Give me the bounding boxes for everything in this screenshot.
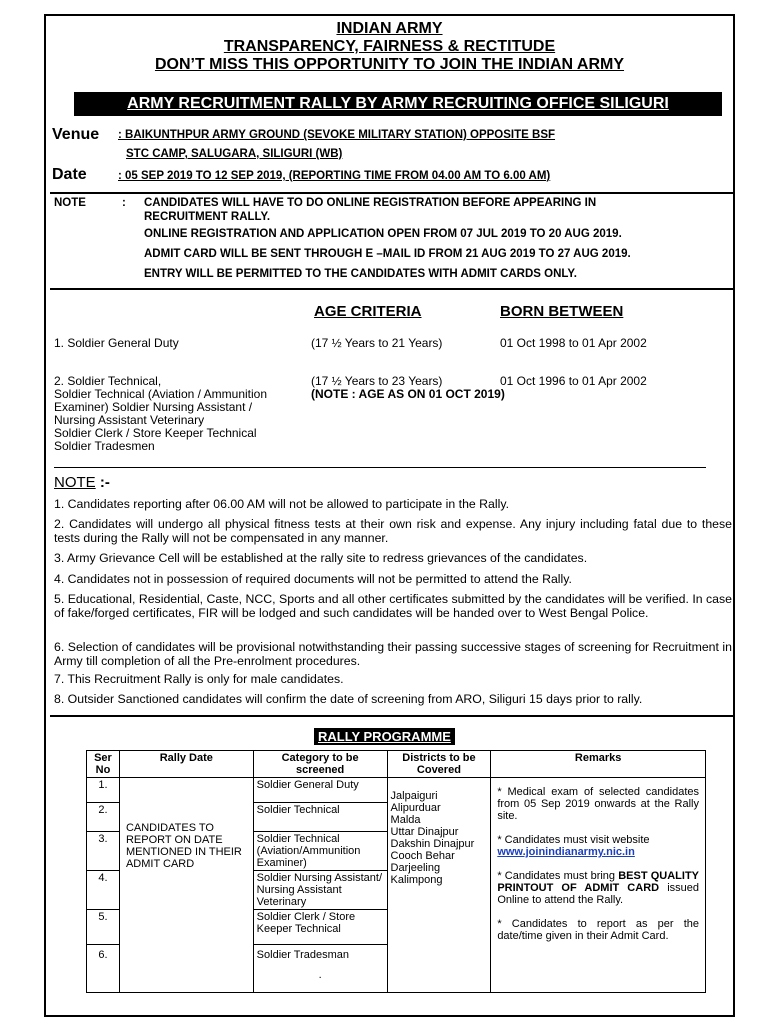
criteria-category: 2. Soldier Technical, [54, 374, 162, 388]
note-line: ONLINE REGISTRATION AND APPLICATION OPEN FROM 07 JUL 2019 TO 20 AUG 2019. [144, 228, 622, 240]
criteria-category: Soldier Technical (Aviation / Ammunition [54, 387, 267, 401]
criteria-category: Nursing Assistant Veterinary [54, 413, 205, 427]
born-between-heading: BORN BETWEEN [500, 303, 624, 320]
remarks-cell [491, 778, 706, 993]
criteria-category: Soldier Tradesmen [54, 439, 155, 453]
criteria-category: 1. Soldier General Duty [54, 336, 179, 350]
note-colon: : [122, 197, 126, 209]
row-category: Soldier Technical [253, 803, 387, 832]
districts-cell [387, 778, 491, 993]
note-line: ENTRY WILL BE PERMITTED TO THE CANDIDATES WITH ADMIT CARDS ONLY. [144, 268, 577, 280]
venue-line-1: : BAIKUNTHPUR ARMY GROUND (SEVOKE MILITARY STATION) OPPOSITE BSF [118, 129, 556, 141]
venue-label: Venue [52, 126, 100, 143]
district: Jalpaiguri [390, 790, 438, 802]
district: Cooch Behar [390, 850, 455, 862]
notice-page [44, 14, 735, 1017]
district: Dakshin Dinajpur [390, 838, 475, 850]
remark-medical: * Medical exam of selected candidates from 05 Sep 2019 onwards at the Rally site. [497, 786, 699, 822]
divider [50, 192, 735, 194]
row-category: Soldier Clerk / Store Keeper Technical [253, 910, 387, 945]
rally-date-cell: CANDIDATES TO REPORT ON DATE MENTIONED IN THEIR ADMIT CARD [119, 778, 253, 993]
header-tagline: DON’T MISS THIS OPPORTUNITY TO JOIN THE INDIAN ARMY [154, 56, 625, 73]
date-value: : 05 SEP 2019 TO 12 SEP 2019, (REPORTING TIME FROM 04.00 AM TO 6.00 AM) [118, 170, 551, 182]
remark-admit-card: * Candidates must bring BEST QUALITY PRINTOUT OF ADMIT CARD issued Online to attend the Rally. [497, 870, 699, 906]
district: Alipurduar [390, 802, 441, 814]
divider [50, 715, 735, 717]
rally-banner: ARMY RECRUITMENT RALLY BY ARMY RECRUITING OFFICE SILIGURI [74, 92, 722, 116]
criteria-born: 01 Oct 1996 to 01 Apr 2002 [500, 374, 647, 388]
row-ser: 1. [87, 778, 120, 803]
note-label: NOTE [54, 197, 86, 209]
header-rally-date: Rally Date [119, 751, 253, 778]
district: Uttar Dinajpur [390, 826, 459, 838]
rally-programme-table [86, 750, 706, 993]
header-title: INDIAN ARMY [336, 20, 443, 37]
header-districts: Districts to be Covered [387, 751, 491, 778]
note-item: 6. Selection of candidates will be provisional notwithstanding their passing successive stages of screening for Recruitment in Army till completion of all the Pre-enrolment procedures. [54, 640, 732, 668]
criteria-age-note: (NOTE : AGE AS ON 01 OCT 2019) [311, 387, 505, 401]
venue-line-2: STC CAMP, SALUGARA, SILIGURI (WB) [126, 148, 343, 160]
header-category: Category to be screened [253, 751, 387, 778]
header-motto: TRANSPARENCY, FAIRNESS & RECTITUDE [223, 38, 556, 55]
note-line: CANDIDATES WILL HAVE TO DO ONLINE REGISTRATION BEFORE APPEARING IN [144, 197, 597, 209]
divider [54, 467, 706, 468]
criteria-born: 01 Oct 1998 to 01 Apr 2002 [500, 336, 647, 350]
note-item: 2. Candidates will undergo all physical fitness tests at their own risk and expense. Any injury including fatal due to these tests during the Rally will not be compensated in any manner. [54, 517, 732, 545]
note-item: 4. Candidates not in possession of required documents will not be permitted to attend the Rally. [54, 572, 572, 586]
note-item: 8. Outsider Sanctioned candidates will confirm the date of screening from ARO, Siliguri 15 days prior to rally. [54, 692, 643, 706]
row-ser: 3. [87, 832, 120, 871]
date-label: Date [52, 166, 87, 183]
divider [50, 288, 735, 290]
note-item: 1. Candidates reporting after 06.00 AM will not be allowed to participate in the Rally. [54, 497, 510, 511]
website-link[interactable]: www.joinindianarmy.nic.in [497, 846, 635, 858]
age-criteria-heading: AGE CRITERIA [314, 303, 422, 320]
row-category: Soldier General Duty [253, 778, 387, 803]
row-category: Soldier Tradesman . [253, 945, 387, 993]
notes-heading: NOTE :- [54, 474, 110, 491]
criteria-age: (17 ½ Years to 21 Years) [311, 336, 443, 350]
district: Kalimpong [390, 874, 443, 886]
row-ser: 2. [87, 803, 120, 832]
header-ser: Ser No [87, 751, 120, 778]
table-row [87, 778, 706, 803]
row-ser: 4. [87, 871, 120, 910]
header-remarks: Remarks [491, 751, 706, 778]
remark-website: * Candidates must visit website [497, 834, 650, 846]
criteria-category: Examiner) Soldier Nursing Assistant / [54, 400, 253, 414]
table-header-row [87, 751, 706, 778]
row-category: Soldier Technical (Aviation/Ammunition Examiner) [253, 832, 387, 871]
note-line: ADMIT CARD WILL BE SENT THROUGH E –MAIL ID FROM 21 AUG 2019 TO 27 AUG 2019. [144, 248, 631, 260]
row-ser: 6. [87, 945, 120, 993]
criteria-category: Soldier Clerk / Store Keeper Technical [54, 426, 257, 440]
note-line: RECRUITMENT RALLY. [144, 211, 271, 223]
district: Malda [390, 814, 421, 826]
note-item: 7. This Recruitment Rally is only for male candidates. [54, 672, 344, 686]
note-item: 3. Army Grievance Cell will be established at the rally site to redress grievances of the candidates. [54, 551, 588, 565]
district: Darjeeling [390, 862, 441, 874]
note-item: 5. Educational, Residential, Caste, NCC, Sports and all other certificates submitted by the candidates will be verified. In case of fake/forged certificates, FIR will be lodged and such candidates will be handed over to West Bengal Police. [54, 592, 732, 620]
row-ser: 5. [87, 910, 120, 945]
row-category: Soldier Nursing Assistant/ Nursing Assistant Veterinary [253, 871, 387, 910]
rally-programme-title: RALLY PROGRAMME [314, 728, 455, 745]
criteria-age: (17 ½ Years to 23 Years) [311, 374, 443, 388]
remark-report: * Candidates to report as per the date/time given in their Admit Card. [497, 918, 699, 942]
